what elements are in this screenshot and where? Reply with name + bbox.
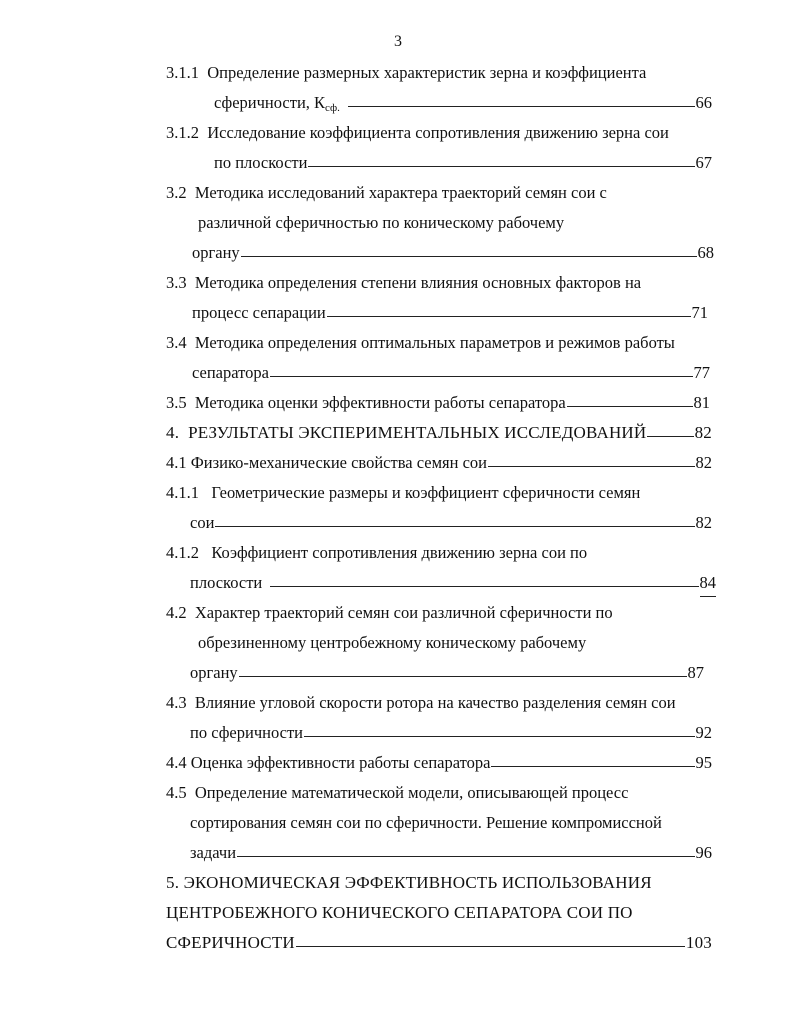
toc-entry-3-2-line-2: [198, 210, 564, 236]
entry-page: 82: [694, 423, 712, 442]
toc-entry-4-1: [166, 450, 712, 476]
entry-page: 67: [695, 153, 712, 172]
entry-title: Методика определения оптимальных параметров и режимов работы: [194, 333, 675, 352]
entry-number: 4.3: [166, 693, 187, 712]
coefficient-subscript: сф.: [325, 102, 340, 114]
toc-entry-3-1-1-line-2: [214, 90, 712, 116]
toc-entry-3-2-line-3: [192, 240, 714, 266]
dot-leader: [348, 106, 695, 107]
toc-entry-3-5: [166, 390, 710, 416]
entry-title-end: по плоскости: [214, 153, 308, 172]
toc-entry-4-5-line-2: [190, 810, 662, 836]
entry-number: 4.1: [166, 453, 187, 472]
entry-title: РЕЗУЛЬТАТЫ ЭКСПЕРИМЕНТАЛЬНЫХ ИССЛЕДОВАНИЙ: [188, 423, 647, 442]
entry-title-end: плоскости: [190, 573, 263, 592]
entry-page: 95: [695, 753, 712, 772]
entry-title: Оценка эффективности работы сепаратора: [190, 753, 491, 772]
dot-leader: [304, 736, 695, 737]
entry-title: различной сферичностью по коническому рабочему: [198, 213, 565, 232]
toc-entry-4-2-line-3: [190, 660, 704, 686]
entry-title-end: задачи: [190, 843, 237, 862]
entry-title-end: сферичности, $К_{сф.}$: [214, 93, 340, 114]
entry-title: Физико-механические свойства семян сои: [190, 453, 487, 472]
toc-entry-5-line-1: [166, 870, 652, 896]
entry-title: Коэффициент сопротивления движению зерна сои по: [211, 543, 588, 562]
toc-entry-4-1-2-line-2: [190, 570, 716, 596]
entry-title-end: процесс сепарации: [192, 303, 326, 322]
toc-entry-4-1-2-line-1: [166, 540, 587, 566]
entry-number: 4.1.1: [166, 483, 199, 502]
toc-entry-4-1-1-line-1: [166, 480, 640, 506]
entry-page: 81: [693, 393, 710, 412]
entry-title-end: органу: [190, 663, 238, 682]
toc-entry-3-3-line-2: [192, 300, 708, 326]
entry-number: 3.5: [166, 393, 187, 412]
toc-entry-5-line-2: [166, 900, 633, 926]
entry-title-end: по сферичности: [190, 723, 303, 742]
entry-title: Геометрические размеры и коэффициент сферичности семян: [211, 483, 641, 502]
toc-entry-3-4-line-1: [166, 330, 675, 356]
entry-title: Характер траекторий семян сои различной сферичности по: [194, 603, 613, 622]
entry-title: сортирования семян сои по сферичности. Решение компромиссной: [190, 813, 662, 832]
entry-title: Методика определения степени влияния основных факторов на: [194, 273, 642, 292]
entry-page: 77: [693, 363, 710, 382]
entry-page: 92: [695, 723, 712, 742]
entry-number: 4.2: [166, 603, 187, 622]
entry-number: 4.: [166, 423, 180, 442]
toc-entry-3-1-2-line-1: [166, 120, 669, 146]
dot-leader: [270, 586, 698, 587]
toc-entry-4-5-line-1: [166, 780, 628, 806]
entry-page: 87: [687, 663, 704, 682]
dot-leader: [296, 946, 685, 947]
dot-leader: [270, 376, 693, 377]
toc-entry-3-3-line-1: [166, 270, 641, 296]
entry-page: 68: [697, 243, 714, 262]
entry-title: Исследование коэффициента сопротивления движению зерна сои: [207, 123, 669, 142]
toc-entry-4-2-line-2: [198, 630, 586, 656]
toc-entry-3-4-line-2: [192, 360, 710, 386]
entry-page: 84: [700, 570, 717, 597]
entry-number: 5.: [166, 873, 180, 892]
entry-number: 3.1.2: [166, 123, 199, 142]
toc-entry-4: [166, 420, 712, 446]
entry-number: 3.4: [166, 333, 187, 352]
entry-number: 3.3: [166, 273, 187, 292]
dot-leader: [647, 436, 693, 437]
toc-entry-5-line-3: [166, 930, 712, 956]
entry-title: Влияние угловой скорости ротора на качество разделения семян сои: [194, 693, 676, 712]
dot-leader: [327, 316, 691, 317]
entry-number: 3.1.1: [166, 63, 199, 82]
dot-leader: [237, 856, 694, 857]
entry-title: Методика исследований характера траекторий семян сои с: [194, 183, 607, 202]
entry-number: 4.4: [166, 753, 187, 772]
entry-title: ЦЕНТРОБЕЖНОГО КОНИЧЕСКОГО СЕПАРАТОРА СОИ ПО: [166, 903, 633, 922]
toc-entry-3-1-1-line-1: [166, 60, 646, 86]
toc-entry-4-1-1-line-2: [190, 510, 712, 536]
entry-title-end: СФЕРИЧНОСТИ: [166, 933, 295, 952]
entry-number: 4.5: [166, 783, 187, 802]
dot-leader: [241, 256, 697, 257]
entry-page: 103: [685, 933, 712, 952]
toc-entry-4-5-line-3: [190, 840, 712, 866]
toc-entry-4-3-line-2: [190, 720, 712, 746]
entry-page: 82: [695, 453, 712, 472]
dot-leader: [215, 526, 694, 527]
entry-page: 71: [691, 303, 708, 322]
entry-title-end: органу: [192, 243, 240, 262]
entry-number: 3.2: [166, 183, 187, 202]
entry-number: 4.1.2: [166, 543, 199, 562]
dot-leader: [308, 166, 694, 167]
entry-page: 82: [695, 513, 712, 532]
entry-title: обрезиненному центробежному коническому рабочему: [198, 633, 587, 652]
dot-leader: [488, 466, 695, 467]
entry-title: Определение размерных характеристик зерна и коэффициента: [207, 63, 647, 82]
dot-leader: [491, 766, 694, 767]
entry-page: 96: [695, 843, 712, 862]
entry-page: 66: [695, 93, 712, 112]
entry-title: ЭКОНОМИЧЕСКАЯ ЭФФЕКТИВНОСТЬ ИСПОЛЬЗОВАНИЯ: [183, 873, 652, 892]
entry-title-end: сепаратора: [192, 363, 269, 382]
toc-entry-4-3-line-1: [166, 690, 676, 716]
entry-title-end: сои: [190, 513, 215, 532]
toc-entry-4-2-line-1: [166, 600, 613, 626]
page-number: 3: [394, 33, 402, 50]
toc-entry-4-4: [166, 750, 712, 776]
toc-entry-3-1-2-line-2: [214, 150, 712, 176]
entry-title: Методика оценки эффективности работы сепаратора: [194, 393, 566, 412]
toc-entry-3-2-line-1: [166, 180, 607, 206]
dot-leader: [239, 676, 687, 677]
dot-leader: [567, 406, 693, 407]
entry-title: Определение математической модели, описывающей процесс: [194, 783, 629, 802]
